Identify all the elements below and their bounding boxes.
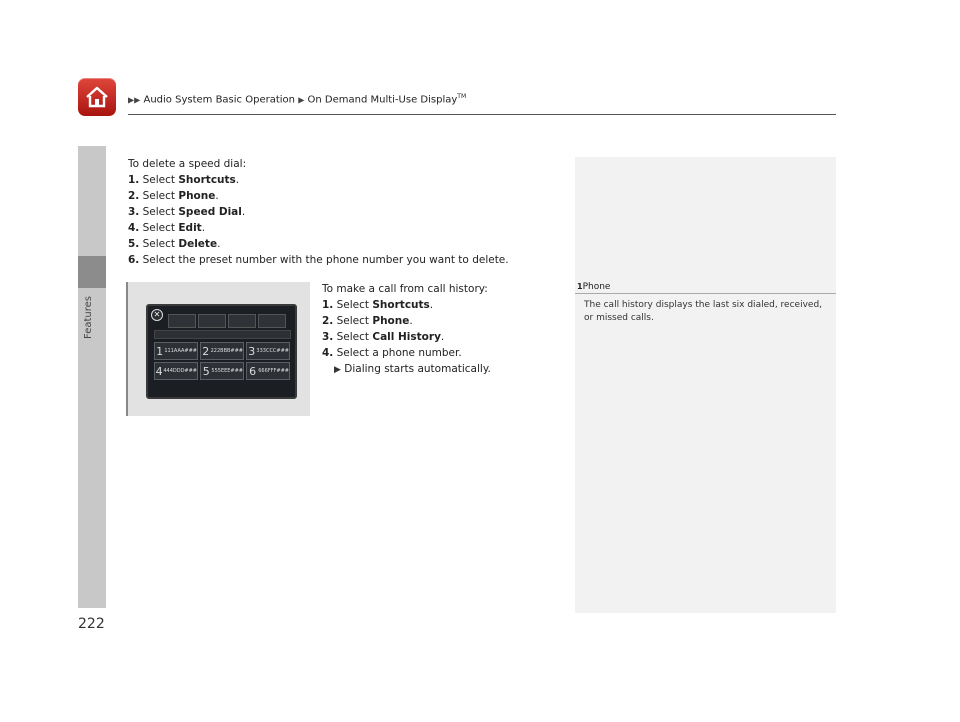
screen-header-row: [154, 330, 291, 339]
section-intro: To make a call from call history:: [322, 283, 488, 295]
step: 4. Select a phone number.: [322, 347, 462, 359]
screen-tab: [168, 314, 196, 328]
step: 6. Select the preset number with the phone number you want to delete.: [128, 254, 509, 266]
speed-dial-cell: 3 333CCC###: [246, 342, 290, 360]
note-panel: [575, 157, 836, 613]
speed-dial-cell: 2 222BBB###: [200, 342, 244, 360]
screen-tabs: [168, 314, 286, 328]
delete-speed-dial-section: [128, 156, 509, 268]
result-arrow-icon: ▶: [334, 365, 341, 375]
speed-dial-cell: 1 111AAA###: [154, 342, 198, 360]
screen-tab: [198, 314, 226, 328]
step: 2. Select Phone.: [128, 190, 219, 202]
step-result: ▶ Dialing starts automatically.: [334, 363, 491, 375]
step: 1. Select Shortcuts.: [322, 299, 434, 311]
note-text: The call history displays the last six dialed, received, or missed calls.: [584, 300, 823, 323]
trademark: TM: [457, 93, 467, 100]
step: 3. Select Speed Dial.: [128, 206, 246, 218]
note-marker-icon: 1: [577, 282, 583, 291]
speed-dial-grid: [154, 342, 290, 380]
home-icon: [84, 85, 110, 109]
speed-dial-cell: 4 444DDD###: [154, 362, 198, 380]
screen-tab: [258, 314, 286, 328]
step: 5. Select Delete.: [128, 238, 221, 250]
sidebar-tab-selected: [78, 256, 106, 288]
section-label: Features: [83, 296, 94, 339]
section-intro: To delete a speed dial:: [128, 158, 247, 170]
sidebar-tab: [78, 146, 106, 256]
phone-screen: [146, 304, 297, 399]
note-rule: [575, 293, 836, 294]
step: 2. Select Phone.: [322, 315, 413, 327]
step: 3. Select Call History.: [322, 331, 445, 343]
call-history-section: [322, 281, 491, 378]
breadcrumb: ▶▶ Audio System Basic Operation ▶ On Demand Multi-Use Display™: [128, 93, 467, 106]
page-number: 222: [78, 616, 105, 632]
close-icon: ✕: [151, 309, 163, 321]
screen-tab: [228, 314, 256, 328]
speed-dial-cell: 6 666FFF###: [246, 362, 290, 380]
header-rule: [128, 114, 836, 115]
display-illustration: [126, 282, 310, 416]
step: 4. Select Edit.: [128, 222, 206, 234]
speed-dial-cell: 5 555EEE###: [200, 362, 244, 380]
note-title: 1Phone: [577, 282, 611, 292]
breadcrumb-display[interactable]: On Demand Multi-Use Display: [307, 94, 458, 106]
breadcrumb-audio[interactable]: Audio System Basic Operation: [143, 94, 295, 106]
home-button[interactable]: [78, 78, 116, 116]
step: 1. Select Shortcuts.: [128, 174, 240, 186]
